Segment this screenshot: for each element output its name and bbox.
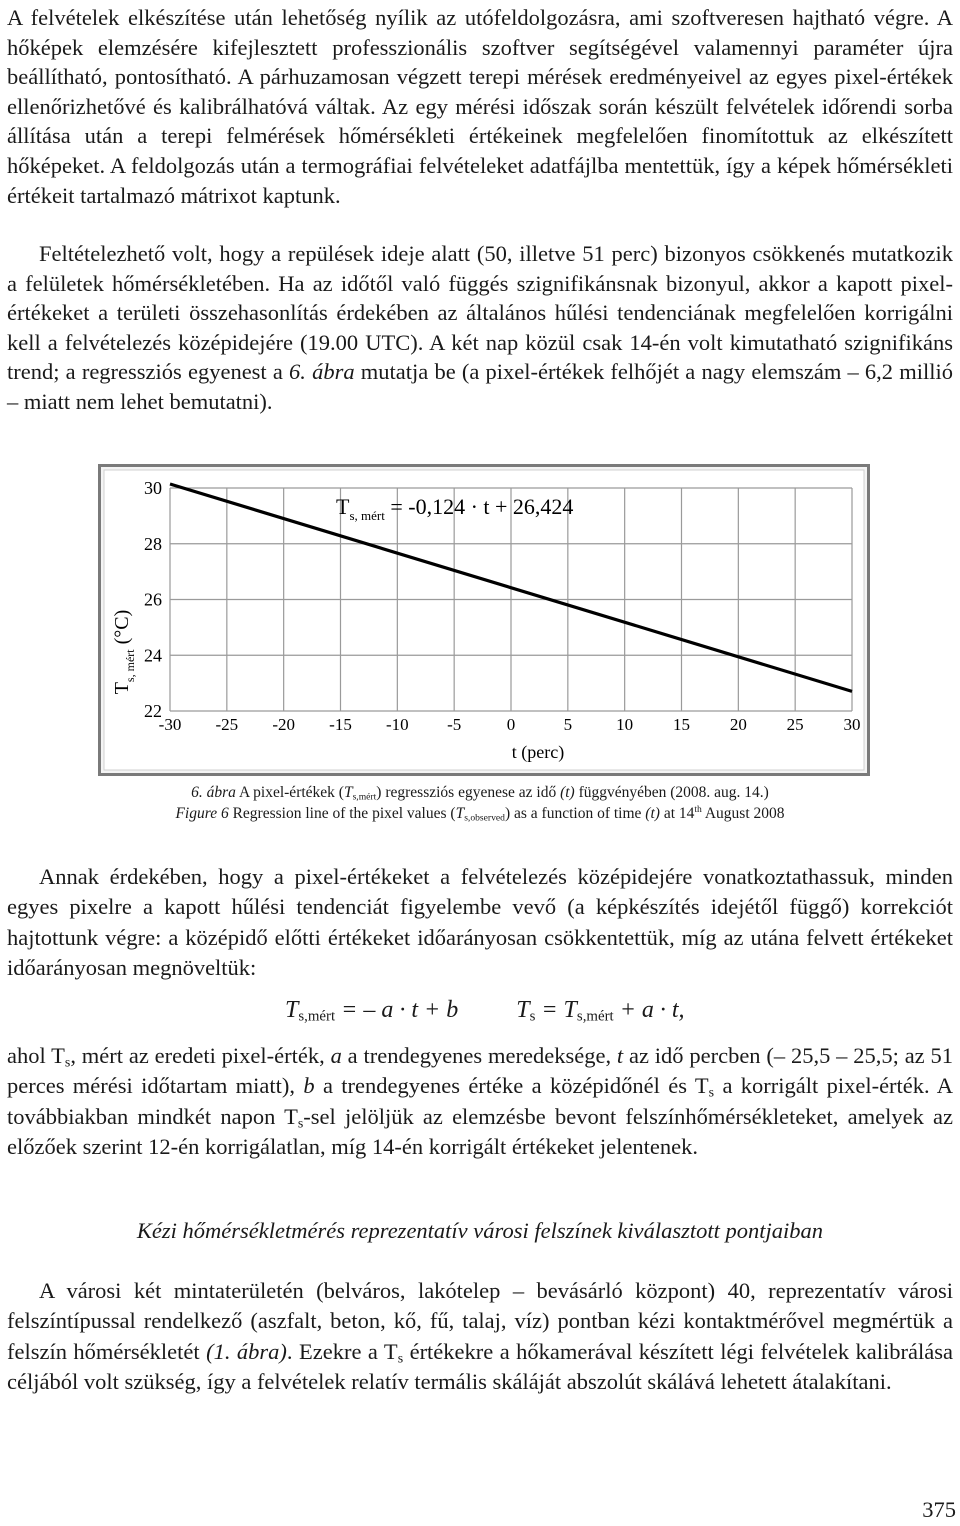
text-span: -sel jelöljük az elemzésbe bevont felszínhőmérsékleteket, amelyek az előzőek szerint 12-én korrigálatlan, míg 14-én korrigált értékeket jelentenek.: [7, 1103, 953, 1160]
caption-text: at 14: [659, 805, 695, 822]
caption-subscript: s,observed: [464, 812, 505, 824]
caption-text: Regression line of the pixel values (: [228, 805, 456, 822]
y-tick-label: 28: [144, 533, 162, 554]
paragraph-correction: [7, 862, 953, 984]
subscript: s: [297, 1116, 304, 1132]
section-subheading: Kézi hőmérsékletmérés reprezentatív városi felszínek kiválasztott pontjaiban: [136, 1218, 824, 1243]
y-axis-symbol: T: [111, 682, 133, 695]
formula-rest: = T: [535, 997, 577, 1023]
x-tick-label: -30: [158, 715, 182, 734]
formula-symbol: T: [516, 997, 530, 1023]
caption-subscript: s,mért: [352, 791, 377, 803]
x-tick-label: 25: [786, 715, 804, 734]
text-span: ahol T: [7, 1043, 65, 1068]
formula-subscript: s: [529, 1008, 536, 1025]
formula-symbol: T: [285, 997, 299, 1023]
caption-text: ) as a function of time: [504, 805, 646, 822]
x-tick-label: 15: [673, 715, 690, 734]
correction-formula: [285, 997, 685, 1024]
y-axis-unit: (°C): [111, 609, 133, 650]
paragraph-cooling-text-b: mutatja be (a pixel-értékek felhőjét a nagy elemszám – 6,2 millió – miatt nem lehet bemutatni).: [7, 359, 953, 414]
text-span: , mért az eredeti pixel-érték,: [70, 1043, 331, 1068]
x-tick-label: -20: [272, 715, 296, 734]
regression-chart: [98, 464, 870, 776]
x-tick-label: -25: [215, 715, 239, 734]
paragraph-correction-text: Annak érdekében, hogy a pixel-értékeket a felvételezés középidejére vonatkoztathassuk, minden egyes pixelre a kapott hűlési tendenciát figyelembe vevő (a képkészítés idejétől függő) korrekciót hajtottunk végre: a középidő előtti értékeket időarányosan csökkentettük, míg az utána felvett értékeket időarányosan megnöveltük:: [7, 864, 953, 981]
caption-symbol: T: [455, 805, 465, 822]
caption-superscript: th: [694, 804, 702, 816]
variable-t: t: [616, 1043, 624, 1068]
x-tick-label: -10: [385, 715, 409, 734]
text-span: értékekre a hőkamerával készített légi felvételek kalibrálása céljából volt szükség, így a felvételek relatív termális skáláját abszolút skálává lehetett átalakítani.: [7, 1338, 954, 1395]
x-tick-label: -15: [329, 715, 352, 734]
text-span: a korrigált pixel-érték. A továbbiakban mindkét napon T: [7, 1073, 954, 1129]
formula-subscript: s,mért: [298, 1008, 336, 1025]
caption-text: August 2008: [701, 805, 785, 822]
text-span: a trendegyenes értéke a középidőnél és T: [314, 1073, 709, 1099]
formula-rest: = – a · t + b: [335, 997, 459, 1023]
caption-text: ) regressziós egyenese az idő: [376, 784, 561, 801]
caption-hungarian: [0, 782, 960, 804]
caption-time-symbol: (t): [645, 805, 660, 822]
variable-b: b: [303, 1073, 315, 1099]
caption-text: függvényében (2008. aug. 14.): [574, 784, 769, 801]
page-number: 375: [922, 1497, 956, 1522]
caption-number: Figure 6: [175, 805, 229, 822]
text-span: a trendegyenes meredeksége,: [341, 1043, 617, 1068]
x-tick-label: 0: [506, 715, 516, 734]
paragraph-manual-measurement: [7, 1276, 953, 1398]
formula-rest: + a · t,: [613, 997, 685, 1023]
y-tick-label: 30: [144, 478, 162, 498]
caption-english: [0, 803, 960, 825]
y-tick-label: 26: [144, 589, 162, 610]
caption-number: 6. ábra: [191, 784, 236, 801]
subscript: s: [64, 1055, 71, 1071]
paragraph-variables: [7, 1041, 953, 1163]
text-span: . Ezekre a T: [286, 1338, 398, 1364]
y-tick-label: 24: [144, 645, 162, 666]
y-axis-subscript: s, mért: [123, 649, 137, 683]
figure-reference: (1. ábra): [206, 1338, 287, 1364]
text-span: A városi két mintaterületén (belváros, lakótelep – bevásárló központ) 40, reprezentatív városi felszíntípussal rendelkező (aszfalt, beton, kő, fű, talaj, víz) pontban kézi kontaktmérővel megmértük a felszín hőmérsékletét: [7, 1278, 953, 1364]
equation-subscript: s, mért: [349, 508, 385, 523]
x-tick-label: 30: [843, 715, 861, 734]
paragraph-postprocessing: [7, 3, 953, 210]
paragraph-cooling-trend: [7, 239, 953, 417]
paragraph-postprocessing-text: A felvételek elkészítése után lehetőség nyílik az utófeldolgozásra, ami szoftveresen hajtható végre. A hőképek elemzésére kifejlesztett professzionális szoftver segítségével valamennyi paraméter újra beállítható, pontosítható. A párhuzamosan végzett terepi mérések eredményeivel az egyes pixel-értékek ellenőrizhetővé és kalibrálhatóvá váltak. Az egy mérési időszak során készült felvételek időrendi sorba állítása után a terepi felmérések hőmérsékleti értékeinek megfelelően finomítottuk az elkészített hőképeket. A feldolgozás után a termográfiai felvételeket adatfájlba mentettük, így a képek hőmérsékleti értékeit tartalmazó mátrixot kaptunk.: [7, 5, 953, 208]
subscript: s: [397, 1351, 404, 1367]
equation-rest: = -0,124 · t + 26,424: [384, 494, 574, 519]
subscript: s: [708, 1085, 715, 1101]
x-tick-label: -5: [447, 715, 462, 734]
caption-symbol: T: [343, 784, 353, 801]
x-axis-label: t (perc): [511, 742, 565, 762]
x-tick-label: 20: [729, 715, 747, 734]
text-span: az idő percben (– 25,5 – 25,5; az 51 perces mérési időtartam miatt),: [7, 1043, 953, 1099]
figure-reference: 6. ábra: [289, 359, 355, 385]
y-tick-label: 22: [144, 701, 162, 721]
equation-symbol: T: [336, 494, 350, 519]
x-tick-label: 5: [563, 715, 573, 734]
x-tick-label: 10: [616, 715, 634, 734]
variable-a: a: [330, 1043, 342, 1068]
caption-time-symbol: (t): [560, 784, 575, 801]
formula-subscript: s,mért: [576, 1008, 614, 1025]
paragraph-cooling-text-a: Feltételezhető volt, hogy a repülések ideje alatt (50, illetve 51 perc) bizonyos csökkenés mutatkozik a felületek hőmérsékletében. Ha az időtől való függés szignifikánsnak bizonyul, akkor a kapott pixel-értékeket a területi összehasonlítás érdekében az általános hűlési tendenciának megfelelően korrigálni kell a felvételezés középidejére (19.00 UTC). A két nap közül csak 14-én volt kimutatható szignifikáns trend; a regressziós egyenest a: [7, 241, 953, 385]
caption-text: A pixel-értékek (: [235, 784, 344, 801]
